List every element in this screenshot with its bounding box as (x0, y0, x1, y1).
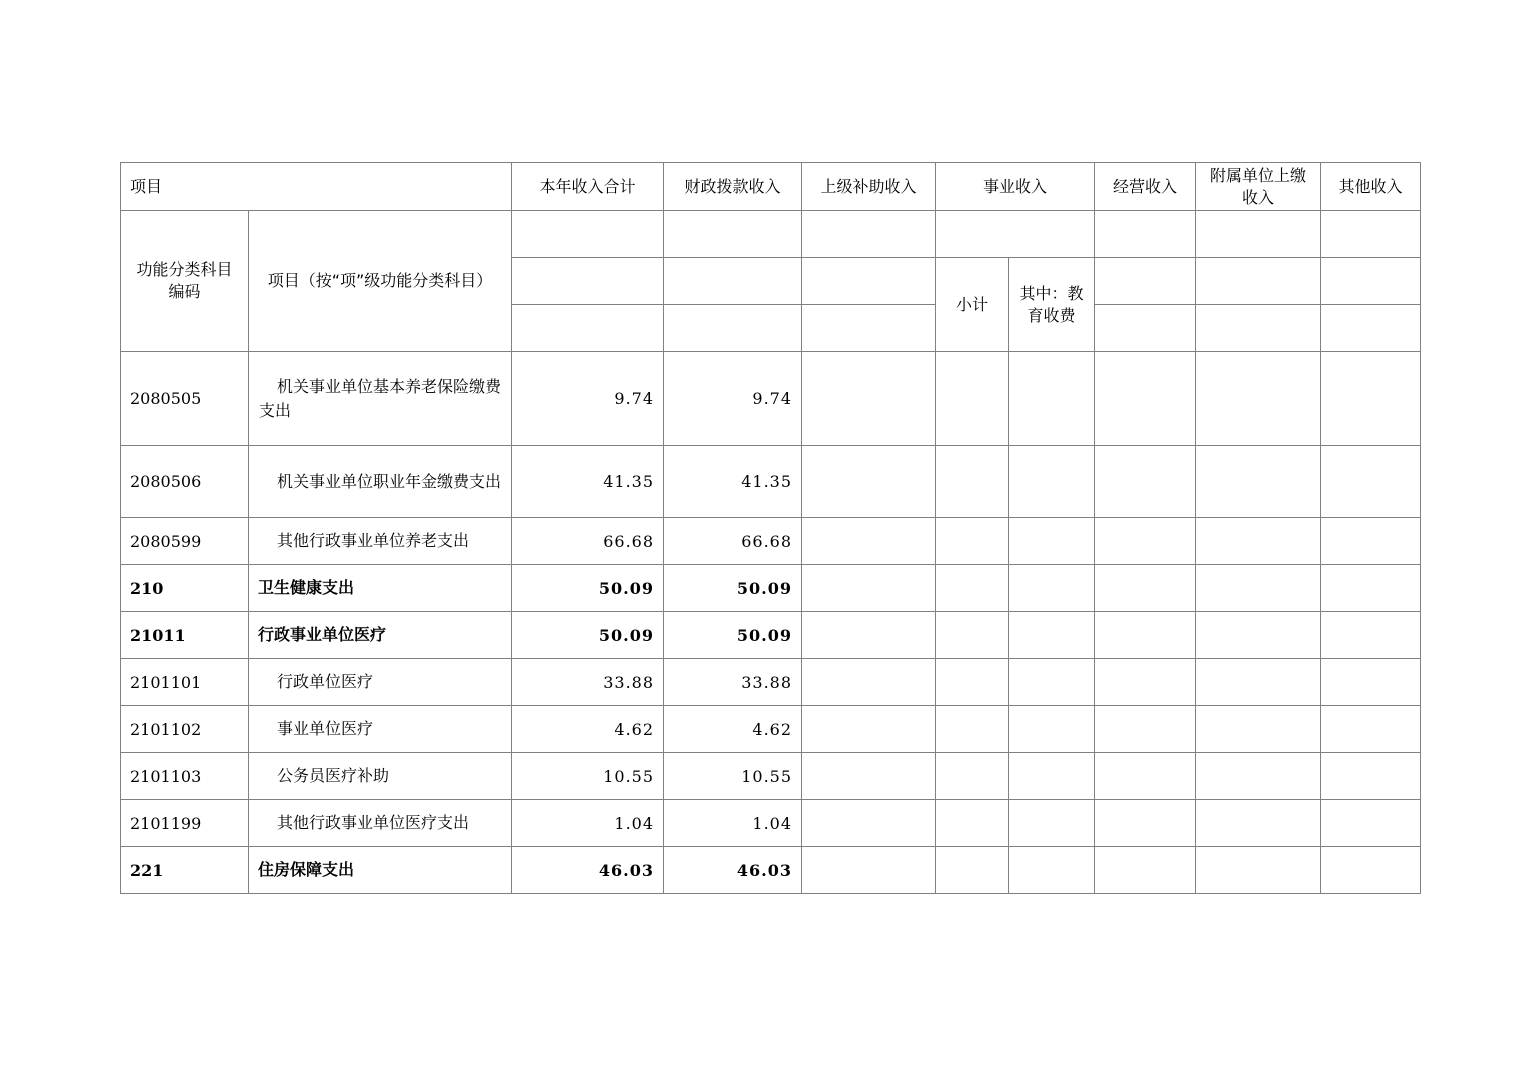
empty-cell (1196, 518, 1321, 565)
empty-cell (1095, 518, 1196, 565)
budget-income-table (120, 162, 1421, 894)
row-code: 2080505 (121, 352, 249, 446)
header-item-name: 项目（按“项”级功能分类科目） (249, 211, 512, 352)
row-name: 卫生健康支出 (249, 565, 512, 612)
row-code: 210 (121, 565, 249, 612)
table-row (121, 565, 1421, 612)
empty-cell (1321, 305, 1421, 352)
header-education-fees: 其中：教育收费 (1009, 258, 1095, 352)
empty-cell (936, 800, 1009, 847)
empty-cell (936, 352, 1009, 446)
row-name-text: 机关事业单位职业年金缴费支出 (277, 471, 502, 491)
row-fiscal: 9.74 (664, 352, 802, 446)
row-total: 50.09 (512, 612, 664, 659)
row-code: 2101101 (121, 659, 249, 706)
empty-cell (1009, 706, 1095, 753)
empty-cell (1321, 753, 1421, 800)
empty-cell (1095, 706, 1196, 753)
row-total: 33.88 (512, 659, 664, 706)
empty-cell (802, 753, 936, 800)
table-row (121, 659, 1421, 706)
row-total: 41.35 (512, 446, 664, 518)
row-total: 9.74 (512, 352, 664, 446)
row-fiscal: 1.04 (664, 800, 802, 847)
empty-cell (1196, 612, 1321, 659)
empty-cell (1321, 446, 1421, 518)
empty-cell (802, 800, 936, 847)
empty-cell (1196, 800, 1321, 847)
subheader-row (121, 211, 1421, 258)
empty-cell (1196, 753, 1321, 800)
empty-cell (512, 211, 664, 258)
row-total: 50.09 (512, 565, 664, 612)
row-name (249, 352, 512, 446)
empty-cell (1095, 847, 1196, 894)
empty-cell (1321, 612, 1421, 659)
row-fiscal: 50.09 (664, 612, 802, 659)
empty-cell (936, 706, 1009, 753)
empty-cell (802, 565, 936, 612)
row-total: 4.62 (512, 706, 664, 753)
empty-cell (1196, 706, 1321, 753)
table-row (121, 612, 1421, 659)
empty-cell (936, 446, 1009, 518)
row-total: 1.04 (512, 800, 664, 847)
row-name: 行政事业单位医疗 (249, 612, 512, 659)
empty-cell (1095, 352, 1196, 446)
row-code: 221 (121, 847, 249, 894)
empty-cell (1196, 847, 1321, 894)
table-row (121, 753, 1421, 800)
empty-cell (512, 305, 664, 352)
row-fiscal: 66.68 (664, 518, 802, 565)
empty-cell (1009, 612, 1095, 659)
empty-cell (1095, 211, 1196, 258)
table-row (121, 446, 1421, 518)
row-name: 住房保障支出 (249, 847, 512, 894)
empty-cell (802, 706, 936, 753)
header-func-code: 功能分类科目编码 (121, 211, 249, 352)
table-row (121, 518, 1421, 565)
row-code: 2101103 (121, 753, 249, 800)
empty-cell (664, 305, 802, 352)
empty-cell (802, 659, 936, 706)
table-row (121, 352, 1421, 446)
empty-cell (1095, 258, 1196, 305)
row-fiscal: 4.62 (664, 706, 802, 753)
header-item: 项目 (121, 163, 512, 211)
empty-cell (1095, 565, 1196, 612)
empty-cell (1321, 706, 1421, 753)
header-other-income: 其他收入 (1321, 163, 1421, 211)
empty-cell (1009, 518, 1095, 565)
empty-cell (802, 446, 936, 518)
empty-cell (1095, 612, 1196, 659)
row-code: 2101199 (121, 800, 249, 847)
empty-cell (802, 352, 936, 446)
row-code: 2080506 (121, 446, 249, 518)
empty-cell (1321, 847, 1421, 894)
row-fiscal: 41.35 (664, 446, 802, 518)
empty-cell (1321, 258, 1421, 305)
row-name: 事业单位医疗 (249, 706, 512, 753)
empty-cell (802, 518, 936, 565)
header-row (121, 163, 1421, 211)
empty-cell (936, 753, 1009, 800)
empty-cell (1196, 446, 1321, 518)
row-fiscal: 50.09 (664, 565, 802, 612)
row-code: 21011 (121, 612, 249, 659)
row-total: 46.03 (512, 847, 664, 894)
empty-cell (1321, 211, 1421, 258)
empty-cell (936, 211, 1095, 258)
row-name: 其他行政事业单位医疗支出 (249, 800, 512, 847)
empty-cell (1321, 565, 1421, 612)
row-name: 其他行政事业单位养老支出 (249, 518, 512, 565)
empty-cell (1009, 659, 1095, 706)
empty-cell (1009, 753, 1095, 800)
empty-cell (802, 258, 936, 305)
row-fiscal: 46.03 (664, 847, 802, 894)
empty-cell (664, 211, 802, 258)
header-superior-subsidy: 上级补助收入 (802, 163, 936, 211)
empty-cell (512, 258, 664, 305)
empty-cell (1095, 800, 1196, 847)
empty-cell (936, 565, 1009, 612)
row-code: 2101102 (121, 706, 249, 753)
empty-cell (1095, 305, 1196, 352)
empty-cell (1095, 659, 1196, 706)
empty-cell (1196, 305, 1321, 352)
empty-cell (936, 518, 1009, 565)
empty-cell (1321, 352, 1421, 446)
empty-cell (1196, 659, 1321, 706)
empty-cell (1321, 659, 1421, 706)
header-business-income: 事业收入 (936, 163, 1095, 211)
table-row (121, 706, 1421, 753)
row-code: 2080599 (121, 518, 249, 565)
empty-cell (1196, 352, 1321, 446)
header-subtotal: 小计 (936, 258, 1009, 352)
empty-cell (1095, 446, 1196, 518)
empty-cell (1321, 518, 1421, 565)
empty-cell (936, 659, 1009, 706)
empty-cell (802, 211, 936, 258)
empty-cell (802, 305, 936, 352)
row-fiscal: 33.88 (664, 659, 802, 706)
row-name: 公务员医疗补助 (249, 753, 512, 800)
empty-cell (664, 258, 802, 305)
empty-cell (1196, 211, 1321, 258)
empty-cell (1009, 565, 1095, 612)
row-name: 行政单位医疗 (249, 659, 512, 706)
header-operating-income: 经营收入 (1095, 163, 1196, 211)
empty-cell (1009, 446, 1095, 518)
row-total: 10.55 (512, 753, 664, 800)
empty-cell (1321, 800, 1421, 847)
empty-cell (1196, 258, 1321, 305)
empty-cell (1095, 753, 1196, 800)
header-affiliated-income: 附属单位上缴收入 (1196, 163, 1321, 211)
table-row (121, 800, 1421, 847)
row-total: 66.68 (512, 518, 664, 565)
empty-cell (1009, 800, 1095, 847)
empty-cell (936, 847, 1009, 894)
row-fiscal: 10.55 (664, 753, 802, 800)
table-row (121, 847, 1421, 894)
empty-cell (1196, 565, 1321, 612)
header-fiscal-income: 财政拨款收入 (664, 163, 802, 211)
header-total-income: 本年收入合计 (512, 163, 664, 211)
empty-cell (936, 612, 1009, 659)
row-name (249, 446, 512, 518)
empty-cell (802, 612, 936, 659)
row-name-text: 机关事业单位基本养老保险缴费支出 (259, 376, 502, 420)
empty-cell (802, 847, 936, 894)
empty-cell (1009, 352, 1095, 446)
empty-cell (1009, 847, 1095, 894)
